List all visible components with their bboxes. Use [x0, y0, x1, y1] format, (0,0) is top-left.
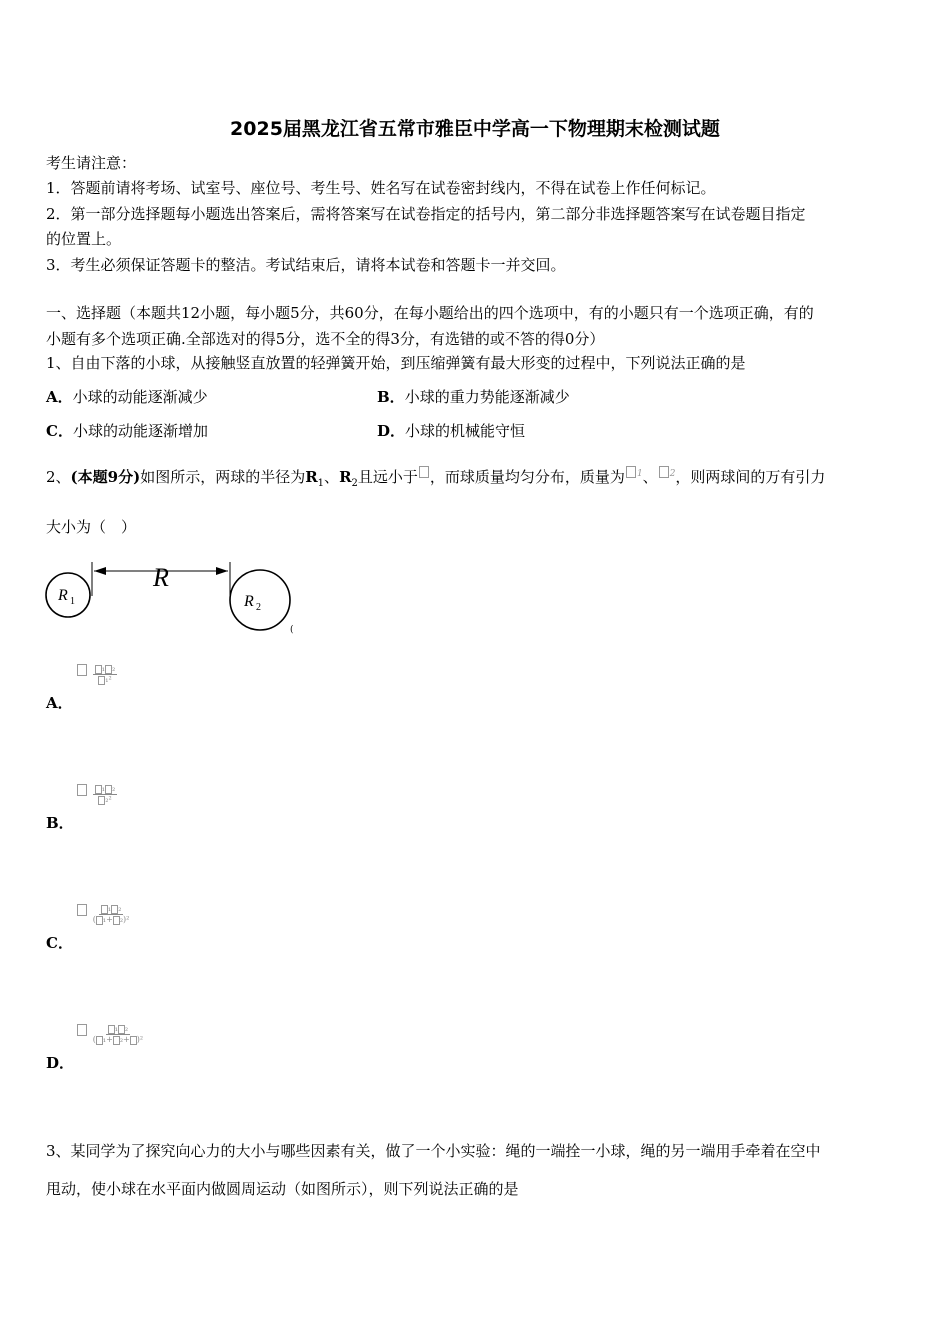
r1-symbol: R: [305, 468, 318, 486]
option-label: D．: [377, 422, 406, 440]
q3-stem-line2: 甩动，使小球在水平面内做圆周运动（如图所示），则下列说法正确的是: [46, 1180, 519, 1198]
missing-glyph-icon: [419, 466, 429, 478]
q2-option-d: D．: [46, 1054, 75, 1072]
q3-stem-line1: 3、某同学为了探究向心力的大小与哪些因素有关，做了一个小实验：绳的一端拴一小球，绳的另一端用手牵着在空中: [46, 1142, 821, 1160]
q2-number: 2、: [46, 468, 71, 486]
option-label: B．: [377, 388, 405, 406]
option-text: 小球的动能逐渐增加: [72, 422, 208, 440]
option-text: 小球的动能逐渐减少: [72, 388, 208, 406]
r1-subscript: 1: [317, 478, 325, 489]
q2-option-b-formula: [76, 784, 117, 805]
option-text: 小球的重力势能逐渐减少: [404, 388, 570, 406]
option-text: 小球的机械能守恒: [405, 422, 526, 440]
distance-label: R: [153, 563, 169, 592]
q2-sep: 、: [324, 468, 340, 486]
q2-text-4: 、: [642, 468, 658, 486]
section1-intro-line2: 小题有多个选项正确.全部选对的得5分，选不全的得3分，有选错的或不答的得0分）: [46, 330, 605, 348]
missing-glyph-icon: [77, 1024, 87, 1036]
q1-option-b: [377, 386, 570, 407]
q2-option-a-formula: [76, 664, 117, 685]
fraction-icon: $\frac{\text{₁ ₂}}{\text{( ₁+ ₂)²}}$: [92, 904, 130, 924]
q1-option-d: [377, 420, 525, 441]
missing-glyph-icon: [626, 466, 636, 478]
q2-option-c-formula: [76, 904, 129, 925]
notice-item-1: 1．答题前请将考场、试室号、座位号、考生号、姓名写在试卷密封线内，不得在试卷上作任何标记。: [46, 179, 716, 197]
q2-text-1: 如图所示，两球的半径为: [140, 468, 306, 486]
fraction-icon: $\frac{\text{₁ ₂}}{\text{₂²}}$: [93, 784, 117, 805]
sphere-2: [230, 570, 290, 630]
sphere-1: [46, 573, 90, 617]
missing-glyph-icon: [77, 784, 87, 796]
r2-symbol: R: [339, 468, 352, 486]
sphere-2-subscript: 2: [256, 602, 261, 613]
q2-option-d-formula: [76, 1024, 143, 1045]
q2-text-5: ，则两球间的万有引力: [675, 468, 826, 486]
sphere-1-label: R: [58, 587, 68, 604]
two-spheres-figure: [40, 556, 300, 636]
q2-option-c: C．: [46, 934, 73, 952]
q2-stem: [46, 466, 825, 489]
page-title: 2025届黑龙江省五常市雅臣中学高一下物理期末检测试题: [230, 118, 720, 140]
fraction-icon: $\frac{\text{₁ ₂}}{\text{₁²}}$: [93, 664, 117, 685]
notice-item-2-cont: 的位置上。: [46, 230, 122, 248]
arrow-left-icon: [94, 567, 106, 575]
sphere-2-label: R: [244, 593, 254, 610]
section1-intro-line1: 一、选择题（本题共12小题，每小题5分，共60分，在每小题给出的四个选项中，有的小题只有一个选项正确，有的: [46, 304, 814, 322]
fraction-icon: $\frac{\text{₁ ₂}}{\text{( ₁+ ₂+ )²}}$: [92, 1024, 144, 1044]
missing-glyph-icon: [659, 466, 669, 478]
q2-option-a: A．: [46, 694, 73, 712]
notice-item-2: 2．第一部分选择题每小题选出答案后，需将答案写在试卷指定的括号内，第二部分非选择题答案写在试卷题目指定: [46, 205, 806, 223]
q1-option-c: [46, 420, 208, 441]
q2-points: (本题9分): [70, 468, 141, 486]
notice-item-3: 3．考生必须保证答题卡的整洁。考试结束后，请将本试卷和答题卡一并交回。: [46, 256, 566, 274]
option-label: A．: [46, 388, 73, 406]
missing-glyph-icon: [77, 904, 87, 916]
arrow-right-icon: [216, 567, 228, 575]
option-label: C．: [46, 422, 73, 440]
q2-text-3: ，而球质量均匀分布，质量为: [429, 468, 625, 486]
stray-mark-icon: (: [290, 625, 294, 635]
q1-option-a: [46, 386, 208, 407]
r2-subscript: 2: [351, 478, 358, 489]
q2-stem-line2: 大小为（ ）: [46, 518, 137, 536]
m2-subscript-icon: 2: [669, 469, 676, 479]
q2-option-b: B．: [46, 814, 74, 832]
sphere-1-subscript: 1: [70, 596, 75, 607]
m1-subscript-icon: 1: [636, 469, 643, 479]
notice-heading: 考生请注意：: [46, 154, 137, 172]
q1-stem: 1、自由下落的小球，从接触竖直放置的轻弹簧开始，到压缩弹簧有最大形变的过程中，下列说法正确的是: [46, 354, 746, 372]
q2-text-2: 且远小于: [357, 468, 418, 486]
missing-glyph-icon: [77, 664, 87, 676]
